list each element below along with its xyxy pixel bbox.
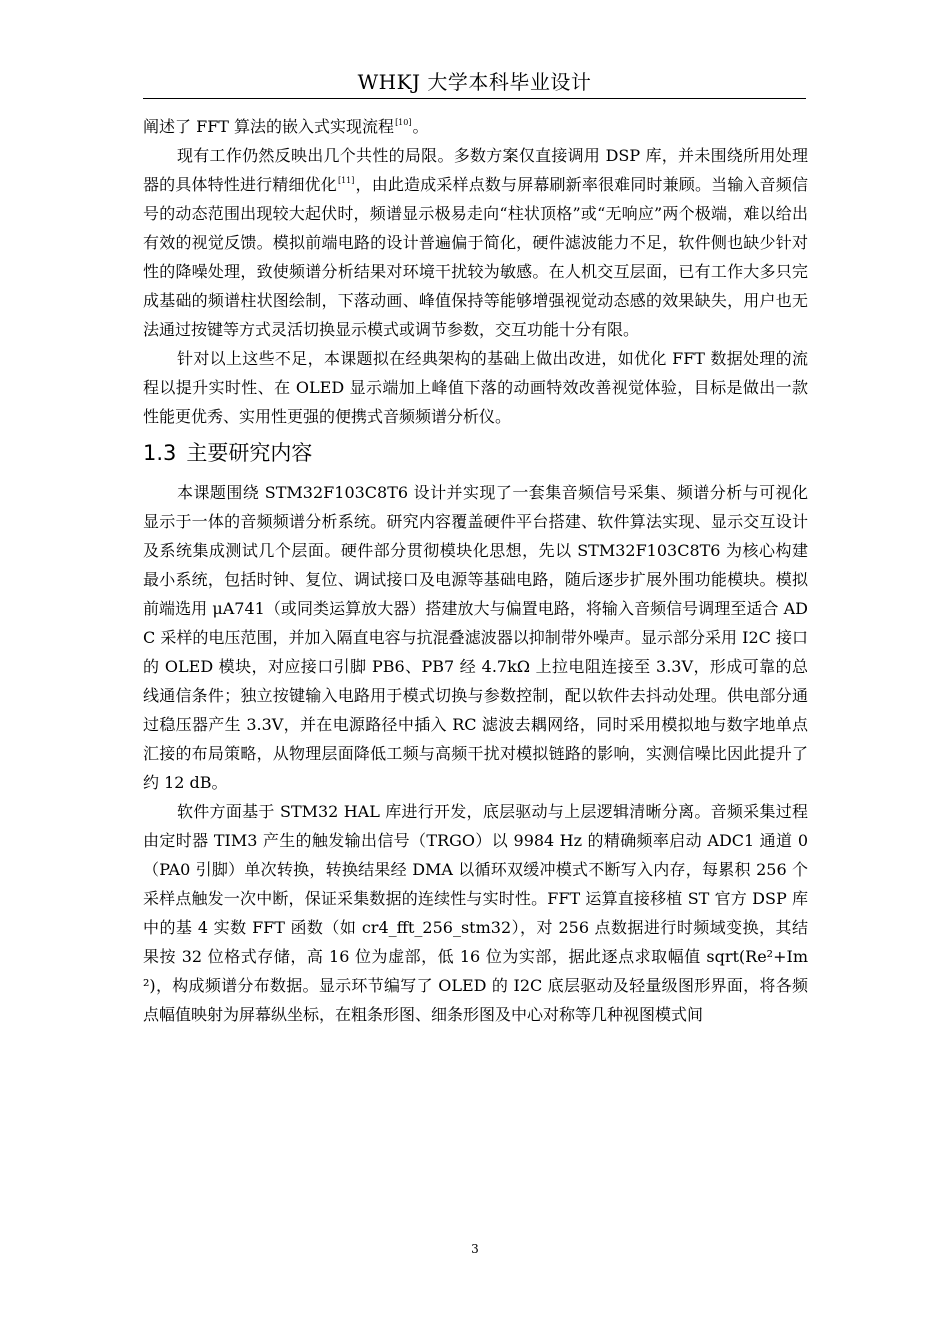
header-rule (143, 98, 806, 99)
paragraph-1 (143, 112, 808, 141)
page-number: 3 (471, 1242, 479, 1256)
section-number: 1.3 (143, 441, 177, 465)
citation-10: [10] (395, 118, 412, 127)
document-body (143, 112, 808, 1029)
citation-11: [11] (337, 176, 355, 185)
header-title: WHKJ 大学本科毕业设计 (357, 70, 592, 94)
paragraph-4: 本课题围绕 STM32F103C8T6 设计并实现了一套集音频信号采集、频谱分析与可视化显示于一体的音频频谱分析系统。研究内容覆盖硬件平台搭建、软件算法实现、显示交互设计及系统集成测试几个层面。硬件部分贯彻模块化思想，先以 STM32F103C8T6 为核心构建最小系统，包括时钟、复位、调试接口及电源等基础电路，随后逐步扩展外围功能模块。模拟前端选用 μA741（或同类运算放大器）搭建放大与偏置电路，将输入音频信号调理至适合 ADC 采样的电压范围，并加入隔直电容与抗混叠滤波器以抑制带外噪声。显示部分采用 I2C 接口的 OLED 模块，对应接口引脚 PB6、PB7 经 4.7kΩ 上拉电阻连接至 3.3V，形成可靠的总线通信条件；独立按键输入电路用于模式切换与参数控制，配以软件去抖动处理。供电部分通过稳压器产生 3.3V，并在电源路径中插入 RC 滤波去耦网络，同时采用模拟地与数字地单点汇接的布局策略，从物理层面降低工频与高频干扰对模拟链路的影响，实测信噪比因此提升了约 12 dB。 (143, 483, 808, 792)
page-header (143, 66, 806, 99)
paragraph-3: 针对以上这些不足，本课题拟在经典架构的基础上做出改进，如优化 FFT 数据处理的流程以提升实时性、在 OLED 显示端加上峰值下落的动画特效改善视觉体验，目标是做出一款性能更优秀、实用性更强的便携式音频频谱分析仪。 (143, 349, 808, 426)
section-heading (143, 436, 808, 470)
paragraph-2 (143, 141, 808, 344)
paragraph-1-text: 阐述了 FFT 算法的嵌入式实现流程 (143, 117, 395, 136)
section-title: 主要研究内容 (186, 441, 313, 465)
paragraph-2-tail: ，由此造成采样点数与屏幕刷新率很难同时兼顾。当输入音频信号的动态范围出现较大起伏时，频谱显示极易走向“柱状顶格”或“无响应”两个极端，难以给出有效的视觉反馈。模拟前端电路的设计普遍偏于简化，硬件滤波能力不足，软件侧也缺少针对性的降噪处理，致使频谱分析结果对环境干扰较为敏感。在人机交互层面，已有工作大多只完成基础的频谱柱状图绘制，下落动画、峰值保持等能够增强视觉动态感的效果缺失，用户也无法通过按键等方式灵活切换显示模式或调节参数，交互功能十分有限。 (143, 175, 808, 339)
paragraph-2-text: 现有工作仍然反映出几个共性的局限。多数方案仅直接调用 DSP 库，并未围绕所用处理器的具体特性进行精细优化 (143, 146, 808, 194)
paragraph-5: 软件方面基于 STM32 HAL 库进行开发，底层驱动与上层逻辑清晰分离。音频采集过程由定时器 TIM3 产生的触发输出信号（TRGO）以 9984 Hz 的精确频率启动 ADC1 通道 0（PA0 引脚）单次转换，转换结果经 DMA 以循环双缓冲模式不断写入内存，每累积 256 个采样点触发一次中断，保证采集数据的连续性与实时性。FFT 运算直接移植 ST 官方 DSP 库中的基 4 实数 FFT 函数（如 cr4_fft_256_stm32），对 256 点数据进行时频域变换，其结果按 32 位格式存储，高 16 位为虚部，低 16 位为实部，据此逐点求取幅值 sqrt(Re²+Im²)，构成频谱分布数据。显示环节编写了 OLED 的 I2C 底层驱动及轻量级图形界面，将各频点幅值映射为屏幕纵坐标，在粗条形图、细条形图及中心对称等几种视图模式间 (143, 802, 808, 1024)
paragraph-1-tail: 。 (412, 117, 429, 136)
